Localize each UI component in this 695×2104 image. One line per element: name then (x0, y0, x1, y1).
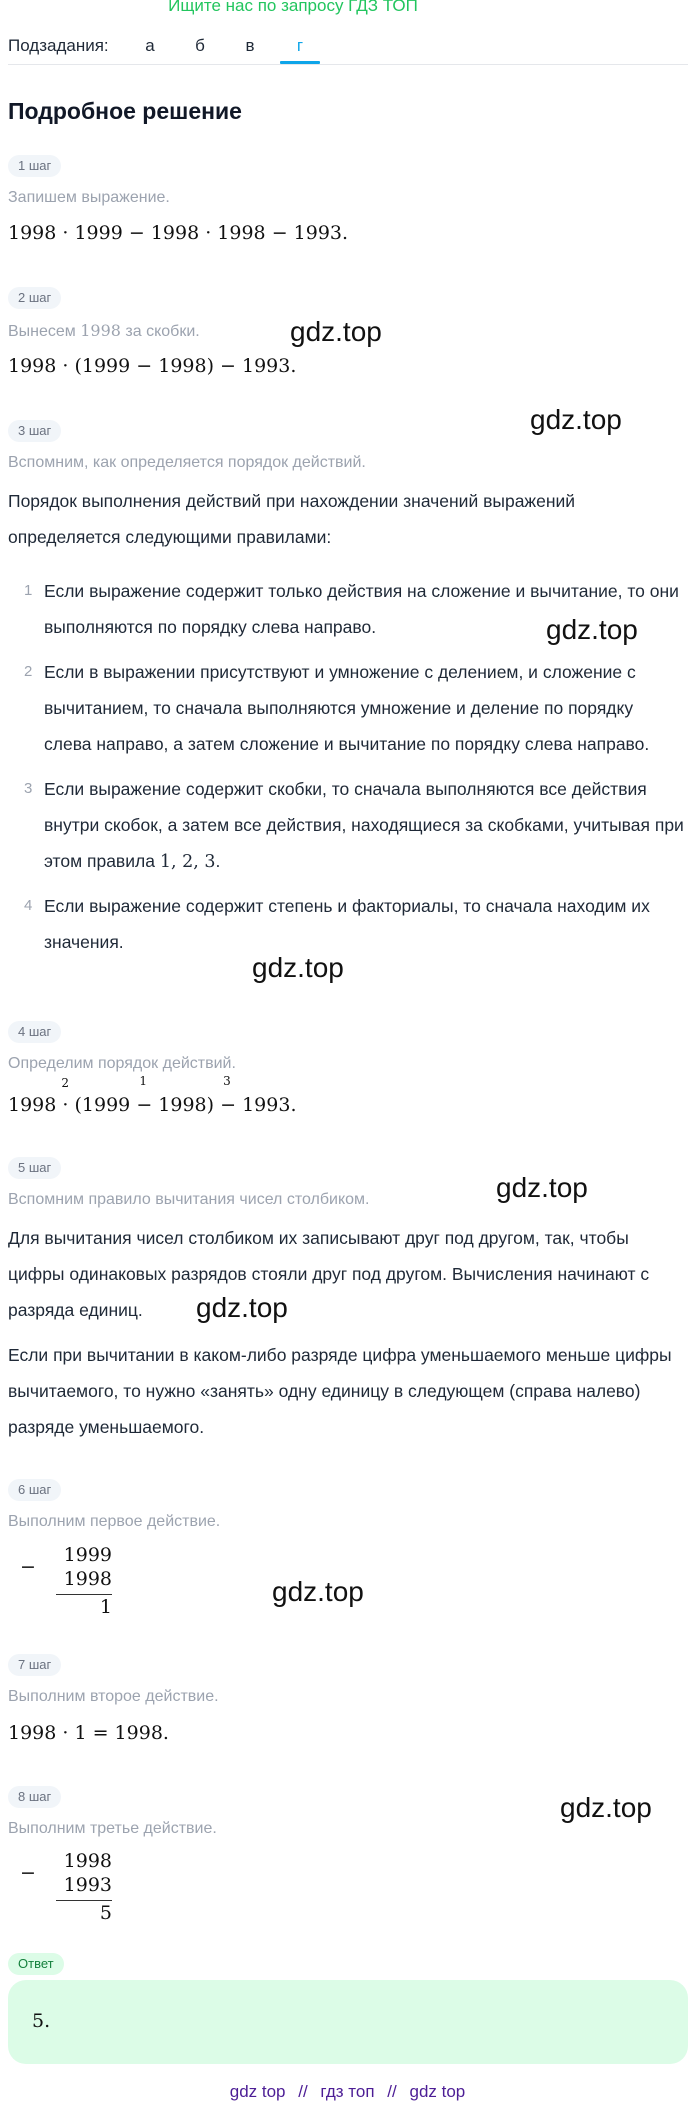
rule-number: 4 (24, 897, 33, 914)
tab-a[interactable]: а (145, 36, 155, 55)
step-6-badge: 6 шаг (8, 1479, 61, 1501)
result-line (56, 1594, 112, 1595)
borrow-rule-paragraph: Если при вычитании в каком-либо разряде цифра уменьшаемого меньше цифры вычитаемого, то нужно «занять» одну единицу в следующем (справа налево) разряде уменьшаемого. (8, 1345, 672, 1437)
watermark: gdz.top (496, 1172, 588, 1203)
minus-sign: − (20, 1862, 36, 1884)
step-2-expression: 1998 · (1999 − 1998) − 1993. (8, 355, 297, 377)
difference: 5 (99, 1902, 112, 1924)
rule-text-math: 1, 2, 3 (159, 852, 216, 872)
expr-op (61, 1076, 70, 1116)
step-1-badge: 1 шаг (8, 155, 61, 177)
rule-text-a: Если выражение содержит скобки, то сначала выполняются все действия внутри скобок, а затем все действия, находящиеся за скобками, учитывая при этом правила (44, 779, 684, 871)
tab-v[interactable]: в (245, 36, 255, 55)
active-tab-indicator (280, 61, 320, 64)
step-4-hint: Определим порядок действий. (8, 1055, 236, 1072)
step-3-hint: Вспомним, как определяется порядок действий. (8, 454, 366, 471)
step-2-badge: 2 шаг (8, 287, 61, 309)
expr-part: (1999 (74, 1094, 131, 1116)
step-6-hint: Выполним первое действие. (8, 1513, 221, 1530)
rule-number: 1 (24, 582, 33, 599)
answer-badge: Ответ (8, 1953, 64, 1975)
footer-link[interactable]: гдз топ (320, 2082, 375, 2101)
expr-op-sign: − (220, 1094, 237, 1116)
watermark: gdz.top (196, 1292, 288, 1323)
minus-sign: − (20, 1556, 36, 1578)
expr-op (220, 1074, 237, 1116)
footer-separator: // (298, 2082, 308, 2101)
watermark: gdz.top (252, 952, 344, 983)
step-8-badge: 8 шаг (8, 1786, 61, 1808)
expr-part: 1998) (158, 1094, 215, 1116)
subtasks-label: Подзадания: (8, 36, 109, 55)
step-2-hint-number: 1998 (80, 321, 121, 340)
rule-text: Если выражение содержит степень и факториалы, то сначала находим их значения. (44, 896, 650, 952)
watermark: gdz.top (560, 1792, 652, 1823)
rule-number: 2 (24, 663, 33, 680)
rule-text: Если в выражении присутствуют и умножение с делением, и сложение с вычитанием, то сначала выполняются умножение и деление по порядку слева направо, а затем сложение и вычитание по порядку слева направо. (44, 662, 650, 754)
expr-op-sign: · (62, 1094, 69, 1116)
step-4-expression (8, 1074, 297, 1116)
step-7-hint: Выполним второе действие. (8, 1688, 219, 1705)
watermark: gdz.top (272, 1576, 364, 1607)
step-7-badge: 7 шаг (8, 1654, 61, 1676)
column-subtraction-2 (8, 1850, 128, 1930)
footer-links (0, 2082, 695, 2102)
column-subtraction-1 (8, 1544, 128, 1624)
minuend: 1998 (63, 1850, 112, 1872)
rule-number: 3 (24, 780, 33, 797)
step-2-hint-text-b: за скобки. (120, 323, 200, 340)
step-2-hint (8, 321, 200, 341)
search-banner: Ищите нас по запросу ГДЗ ТОП (168, 0, 418, 15)
expr-op-sign: − (136, 1094, 153, 1116)
step-4-badge: 4 шаг (8, 1021, 61, 1043)
step-1-hint: Запишем выражение. (8, 189, 170, 206)
rule-text (44, 771, 684, 880)
order-mark: 1 (139, 1074, 147, 1088)
result-line (56, 1900, 112, 1901)
rule-text-b: . (215, 851, 221, 871)
order-mark: 3 (223, 1074, 231, 1088)
rule-text: Если выражение содержит только действия на сложение и вычитание, то они выполняются по порядку слева направо. (44, 581, 679, 637)
footer-separator: // (387, 2082, 397, 2101)
difference: 1 (99, 1596, 112, 1618)
expr-op (136, 1074, 153, 1116)
step-8-hint: Выполним третье действие. (8, 1820, 217, 1837)
step-7-expression: 1998 · 1 = 1998. (8, 1722, 169, 1744)
step-5-hint: Вспомним правило вычитания чисел столбиком. (8, 1191, 370, 1208)
footer-link[interactable]: gdz top (229, 2082, 286, 2101)
subtrahend: 1993 (63, 1874, 112, 1896)
step-3-badge: 3 шаг (8, 420, 61, 442)
watermark: gdz.top (546, 614, 638, 645)
answer-value: 5. (32, 2010, 51, 2032)
expr-part: 1993. (242, 1094, 297, 1116)
step-2-hint-text-a: Вынесем (8, 323, 81, 340)
subtrahend: 1998 (63, 1568, 112, 1590)
footer-link[interactable]: gdz top (409, 2082, 466, 2101)
rules-intro: Порядок выполнения действий при нахождении значений выражений определяется следующими правилами: (8, 491, 576, 547)
subtasks-bar (8, 32, 688, 65)
step-5-badge: 5 шаг (8, 1157, 61, 1179)
tab-b[interactable]: б (195, 36, 205, 55)
page-title: Подробное решение (8, 98, 242, 124)
column-rule-paragraph: Для вычитания чисел столбиком их записывают друг под другом, так, чтобы цифры одинаковых разрядов стояли друг под другом. Вычисления начинают с разряда единиц. (8, 1228, 650, 1320)
answer-box (8, 1980, 688, 2064)
expr-part: 1998 (8, 1094, 57, 1116)
watermark: gdz.top (290, 316, 382, 347)
order-mark: 2 (61, 1076, 70, 1090)
step-1-expression: 1998 · 1999 − 1998 · 1998 − 1993. (8, 222, 349, 244)
watermark: gdz.top (530, 404, 622, 435)
minuend: 1999 (63, 1544, 112, 1566)
tab-g[interactable]: г (296, 36, 304, 55)
